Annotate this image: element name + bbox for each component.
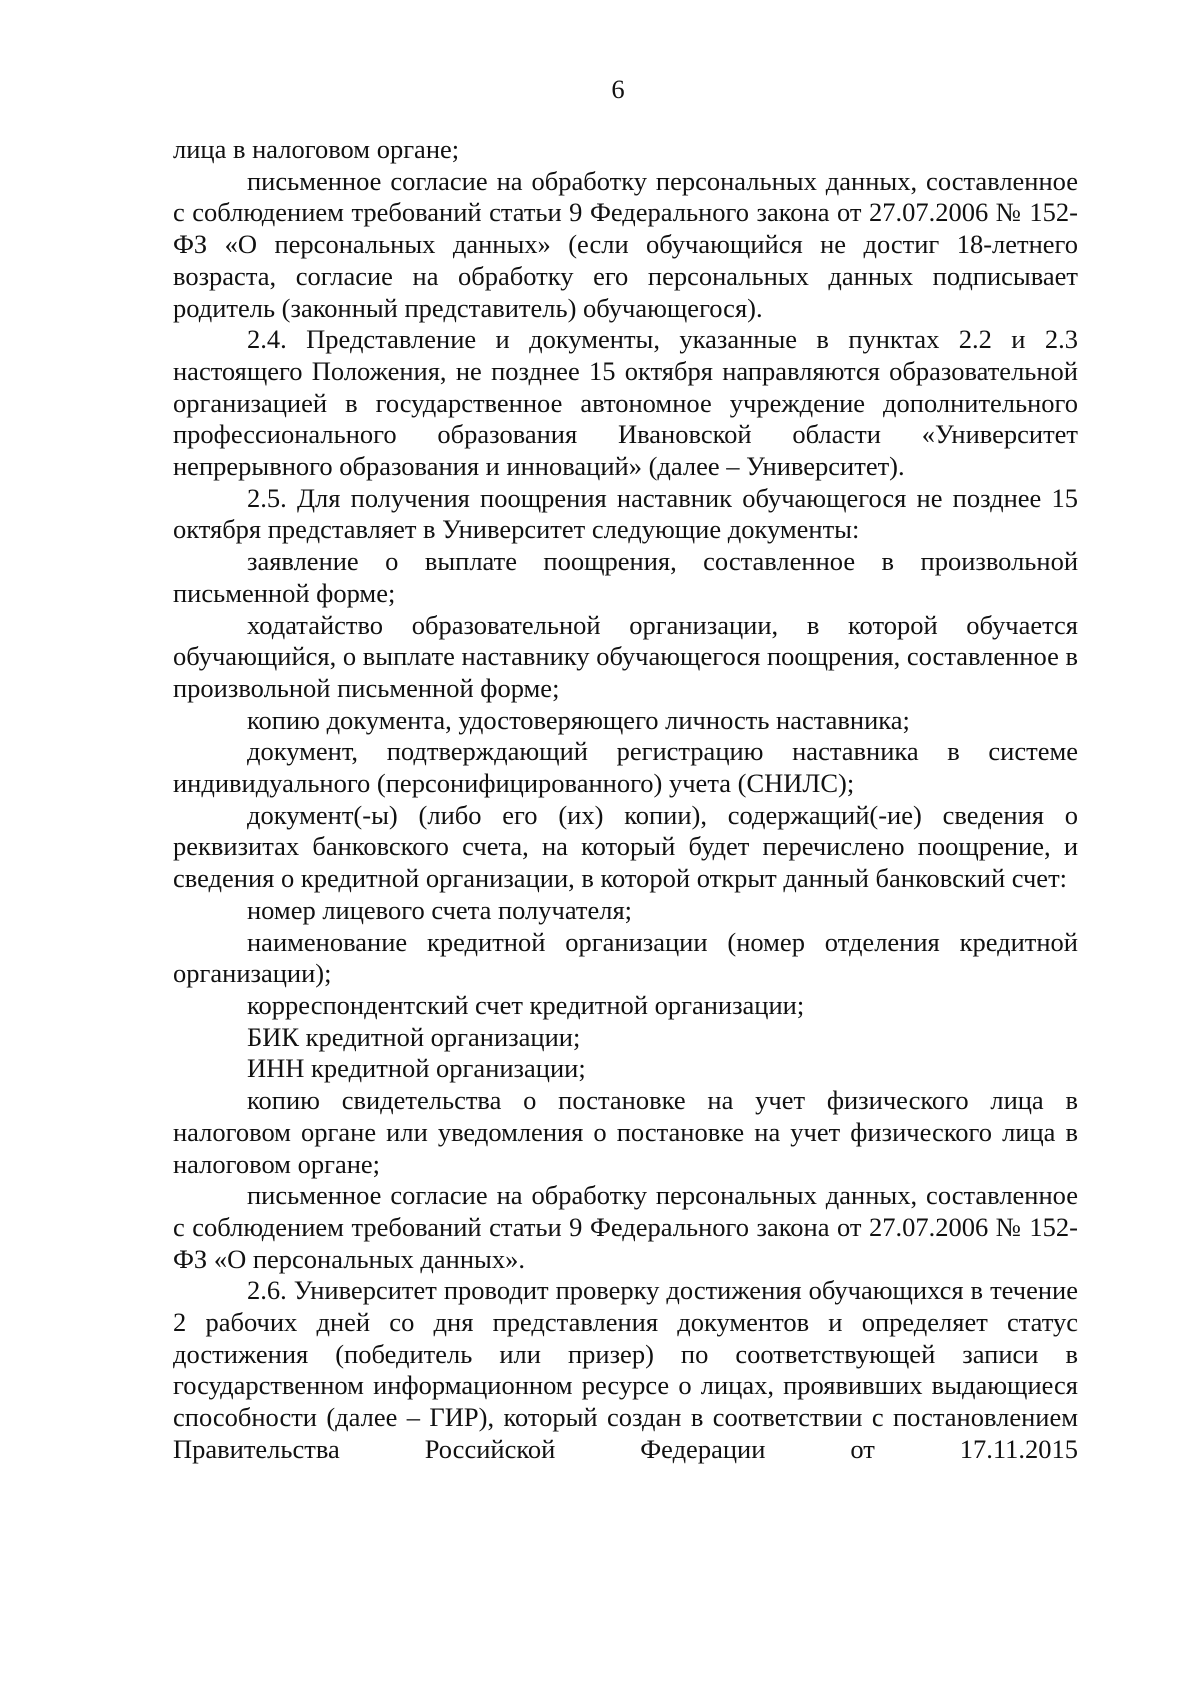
list-item-petition: ходатайство образовательной организации, в которой обучается обучающийся, о выплате наставнику обучающегося поощрения, составленное в произвольной письменной форме; [173,609,1078,703]
paragraph-2-6: 2.6. Университет проводит проверку достижения обучающихся в течение 2 рабочих дней со дня представления документов и определяет статус достижения (победитель или призер) по соответствующей записи в государственном информационном ресурсе о лицах, проявивших выдающиеся способности (далее – ГИР), который создан в соответствии с постановлением Правительства Российской Федерации от 17.11.2015 [173,1275,1078,1464]
paragraph-consent-student: письменное согласие на обработку персональных данных, составленное с соблюдением требований статьи 9 Федерального закона от 27.07.2006 № 152-ФЗ «О персональных данных» (если обучающийся не достиг 18-летнего возраста, согласие на обработку его персональных данных подписывает родитель (законный представитель) обучающегося). [173,165,1078,323]
paragraph-2-4: 2.4. Представление и документы, указанные в пунктах 2.2 и 2.3 настоящего Положения, не позднее 15 октября направляются образовательной организацией в государственное автономное учреждение дополнительного профессионального образования Ивановской области «Университет непрерывного образования и инноваций» (далее – Университет). [173,324,1078,482]
document-body [173,134,1078,1466]
list-item-bank-details: документ(-ы) (либо его (их) копии), содержащий(-ие) сведения о реквизитах банковского счета, на который будет перечислено поощрение, и сведения о кредитной организации, в которой открыт данный банковский счет: [173,799,1078,894]
list-item-snils: документ, подтверждающий регистрацию наставника в системе индивидуального (персонифицированного) учета (СНИЛС); [173,736,1078,799]
list-item-account-number: номер лицевого счета получателя; [247,894,633,925]
list-item-inn: ИНН кредитной организации; [247,1053,586,1084]
list-item-bank-name: наименование кредитной организации (номер отделения кредитной организации); [173,926,1078,989]
list-item-consent-mentor: письменное согласие на обработку персональных данных, составленное с соблюдением требований статьи 9 Федерального закона от 27.07.2006 № 152-ФЗ «О персональных данных». [173,1180,1078,1274]
page-number: 6 [611,74,625,104]
list-item-identity-copy: копию документа, удостоверяющего личность наставника; [247,704,910,735]
paragraph-continuation: лица в налоговом органе; [173,134,460,164]
paragraph-2-5: 2.5. Для получения поощрения наставник обучающегося не позднее 15 октября представляет в Университет следующие документы: [173,482,1078,545]
list-item-bik: БИК кредитной организации; [247,1021,581,1052]
list-item-tax-certificate: копию свидетельства о постановке на учет физического лица в налоговом органе или уведомления о постановке на учет физического лица в налоговом органе; [173,1085,1078,1179]
list-item-application: заявление о выплате поощрения, составленное в произвольной письменной форме; [173,546,1078,608]
list-item-correspondent-account: корреспондентский счет кредитной организации; [247,989,805,1020]
